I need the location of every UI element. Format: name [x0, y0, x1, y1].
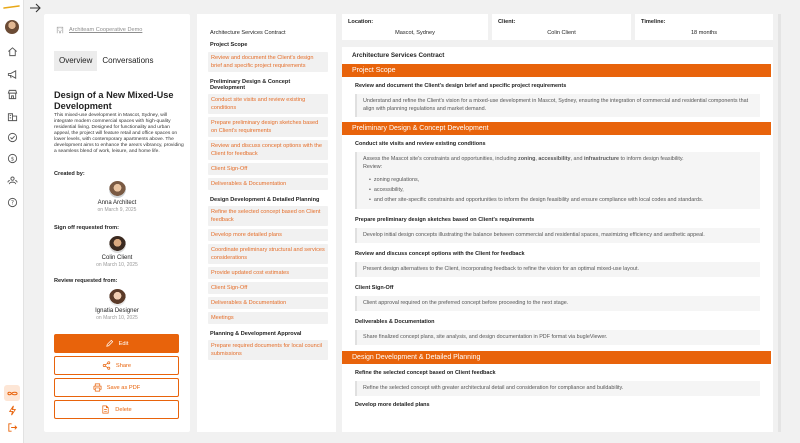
save-as-pdf-button[interactable] [54, 378, 179, 397]
outline-title-line2: Project Scope [210, 42, 248, 48]
bullet-list [363, 175, 754, 205]
created-by-label: Created by: [54, 171, 85, 177]
outline-list [208, 52, 328, 363]
outline-item[interactable]: Prepare preliminary design sketches based on Client's requirements [208, 117, 328, 137]
outline-item[interactable]: Prepare required documents for local council submissions [208, 340, 328, 360]
printer-icon [93, 383, 102, 392]
client-label: Client: [498, 19, 516, 25]
project-description: This mixed-use development in Mascot, Sydney, will integrate modern commercial spaces with high-quality residential living. Designed for functionality and urban appeal, the project will feature retail and office spaces on lower levels, with contemporary apartments above. The development aims to enhance the area's vibrancy, providing a seamless blend of work, leisure, and home life. [54, 113, 184, 154]
edit-button[interactable] [54, 334, 179, 353]
task-item [342, 367, 773, 408]
org-link-label[interactable]: Architeam Cooperative Demo [69, 27, 143, 33]
team-icon[interactable] [6, 174, 19, 187]
outline-item[interactable]: Client Sign-Off [208, 282, 328, 294]
project-overview-panel [44, 14, 190, 432]
check-circle-icon[interactable] [6, 131, 19, 144]
bolt-icon[interactable] [6, 404, 19, 417]
outline-group-heading: Design Development & Detailed Planning [210, 197, 320, 203]
building-icon [56, 26, 64, 34]
task-description [355, 152, 760, 209]
bold-term: zoning [518, 156, 536, 162]
contract-outline-panel [197, 14, 336, 432]
section-header: Design Development & Detailed Planning [342, 351, 771, 364]
creator-name: Anna Architect [97, 200, 137, 206]
bullet-item: • accessibility, [369, 185, 754, 195]
task-name: Client Sign-Off [355, 285, 394, 291]
review-text: Review: [363, 164, 383, 170]
bullet-item: • zoning regulations, [369, 175, 754, 185]
section-header: Preliminary Design & Concept Development [342, 122, 771, 135]
edit-button-label: Edit [118, 340, 129, 347]
creator-date: on March 9, 2025 [97, 207, 137, 213]
outline-item[interactable]: Client Sign-Off [208, 163, 328, 175]
contract-view [342, 14, 773, 432]
outline-group-heading: Planning & Development Approval [210, 331, 302, 337]
outline-item[interactable]: Meetings [208, 312, 328, 324]
task-name: Refine the selected concept based on Client feedback [355, 370, 496, 376]
bullet-item: • and other site-specific constraints and opportunities to inform the design feasibility and ensure compliance with local codes and standards. [369, 195, 754, 205]
location-label: Location: [348, 19, 374, 25]
location-card [342, 14, 488, 40]
outline-title [210, 27, 286, 51]
share-button[interactable] [54, 356, 179, 375]
home-icon[interactable] [6, 45, 19, 58]
outline-item[interactable]: Refine the selected concept based on Client feedback [208, 206, 328, 226]
megaphone-icon[interactable] [6, 68, 19, 81]
outline-item[interactable]: Deliverables & Documentation [208, 297, 328, 309]
task-description: Refine the selected concept with greater architectural detail and consideration for compliance and buildability. [355, 381, 760, 396]
reviewer-name: Ignatia Designer [95, 308, 139, 314]
reviewer-card [44, 289, 190, 322]
outline-item[interactable]: Deliverables & Documentation [208, 178, 328, 190]
task-name: Conduct site visits and review existing conditions [355, 141, 486, 147]
task-description: Present design alternatives to the Client, incorporating feedback to refine the vision for an optimal mixed-use layout. [355, 262, 760, 277]
org-link[interactable] [56, 26, 142, 34]
outline-item[interactable]: Provide updated cost estimates [208, 267, 328, 279]
sign-off-label: Sign off requested from: [54, 225, 119, 231]
outline-group-heading: Preliminary Design & Concept Development [210, 79, 291, 91]
review-label: Review requested from: [54, 278, 118, 284]
sign-off-card [44, 236, 190, 269]
help-icon[interactable] [6, 196, 19, 209]
sign-off-date: on March 10, 2025 [96, 262, 138, 268]
section-header: Project Scope [342, 64, 771, 77]
outline-item[interactable]: Review and document the Client's design brief and specific project requirements [208, 52, 328, 72]
contract-title: Architecture Services Contract [352, 52, 445, 59]
scrollbar[interactable] [778, 14, 781, 432]
outline-item[interactable]: Develop more detailed plans [208, 229, 328, 241]
delete-button-label: Delete [115, 406, 132, 413]
text-run: to inform design feasibility. [619, 156, 684, 162]
user-avatar[interactable] [5, 20, 19, 34]
outline-item[interactable]: Coordinate preliminary structural and services considerations [208, 244, 328, 264]
task-text [363, 155, 754, 163]
icon-rail [0, 0, 24, 443]
tab-bar [54, 51, 158, 71]
reviewer-avatar [109, 289, 126, 306]
delete-button[interactable] [54, 400, 179, 419]
task-description: Share finalized concept plans, site analysis, and design documentation in PDF format via bugleViewer. [355, 330, 760, 345]
app-logo-icon[interactable] [3, 5, 20, 9]
buildings-icon[interactable] [6, 110, 19, 123]
creator-avatar [109, 181, 126, 198]
tab-conversations[interactable]: Conversations [102, 56, 154, 65]
task-description: Client approval required on the preferred concept before proceeding to the next stage. [355, 296, 760, 311]
task-name: Prepare preliminary design sketches based on Client's requirements [355, 217, 535, 223]
bold-term: accessibility [538, 156, 571, 162]
sign-off-name: Colin Client [101, 255, 133, 261]
outline-title-line1: Architecture Services Contract [210, 30, 286, 36]
task-item [342, 80, 773, 117]
reviewer-date: on March 10, 2025 [96, 315, 138, 321]
share-icon [102, 361, 111, 370]
text-run: Assess the Mascot site's constraints and opportunities, including [363, 156, 519, 162]
tab-overview[interactable]: Overview [54, 51, 97, 71]
text-run: , and [570, 156, 584, 162]
task-name: Review and document the Client's design brief and specific project requirements [355, 83, 567, 89]
task-name: Deliverables & Documentation [355, 319, 435, 325]
client-card [492, 14, 631, 40]
task-name: Develop more detailed plans [355, 402, 430, 408]
timeline-card [635, 14, 773, 40]
svg-text:$: $ [10, 156, 15, 163]
outline-item[interactable]: Conduct site visits and review existing conditions [208, 94, 328, 114]
arrow-right-icon[interactable] [28, 2, 42, 14]
creator-card [44, 181, 190, 214]
timeline-value: 18 months [690, 30, 718, 36]
task-item [342, 138, 773, 345]
logout-icon[interactable] [6, 421, 19, 434]
task-name: Review and discuss concept options with the Client for feedback [355, 251, 525, 257]
save-as-pdf-label: Save as PDF [106, 384, 141, 391]
pencil-icon [105, 339, 114, 348]
svg-text:?: ? [10, 199, 15, 207]
dollar-icon[interactable] [6, 152, 19, 165]
contract-document [342, 47, 773, 432]
store-icon[interactable] [6, 88, 19, 101]
task-description: Develop initial design concepts illustrating the balance between commercial and residential spaces, maximizing efficiency and aesthetic appeal. [355, 228, 760, 243]
outline-item[interactable]: Review and discuss concept options with the Client for feedback [208, 140, 328, 160]
task-description: Understand and refine the Client's vision for a mixed-use development in Mascot, Sydney, ensuring the integration of commercial and residential components that align with planning regulations and market demand. [355, 94, 760, 117]
sign-off-avatar [109, 236, 126, 253]
document-icon [101, 405, 110, 414]
project-title: Design of a New Mixed-Use Development [54, 90, 174, 111]
client-value: Colin Client [547, 30, 576, 36]
bold-term: infrastructure [584, 156, 620, 162]
link-icon[interactable] [4, 385, 20, 401]
timeline-label: Timeline: [641, 19, 666, 25]
text-run: , [535, 156, 539, 162]
location-value: Mascot, Sydney [395, 30, 435, 36]
share-button-label: Share [115, 362, 132, 369]
